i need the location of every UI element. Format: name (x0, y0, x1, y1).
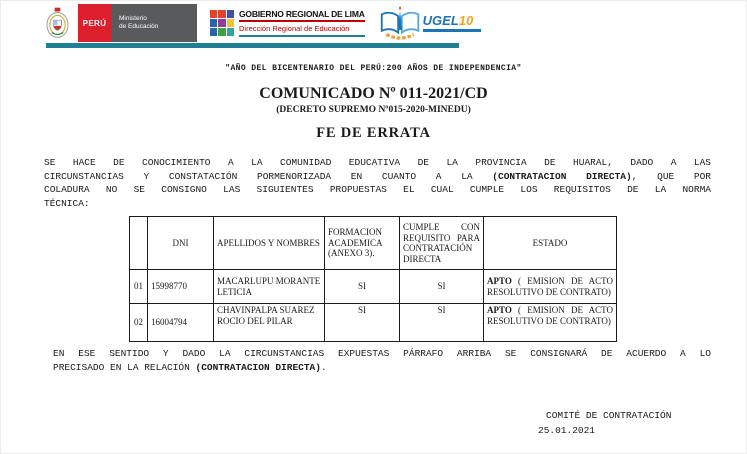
ugel-word: UGEL (422, 13, 459, 28)
row2-formacion: SI (325, 304, 400, 342)
contratacion-directa-bold: (CONTRATACION DIRECTA) (195, 361, 321, 373)
table-header-formacion: FORMACION ACADEMICA (ANEXO 3). (325, 217, 400, 270)
paragraph2-line2: PRECISADO EN LA RELACIÓN (CONTRATACION DIRECTA). (53, 361, 327, 373)
row2-cumple: SI (400, 304, 484, 342)
table-header-dni: DNI (148, 217, 214, 270)
applicants-table (129, 216, 617, 342)
body-paragraph-1 (44, 156, 711, 210)
grl-title: GOBIERNO REGIONAL DE LIMA (239, 9, 365, 19)
comunicado-title: COMUNICADO Nº 011-2021/CD (259, 85, 488, 102)
regional-government-wordmark (239, 9, 365, 37)
table-header-row (130, 217, 617, 270)
table-header-cumple: CUMPLE CON REQUISITO PARA CONTRATACIÓN DIRECTA (400, 217, 484, 270)
header-divider-bar (46, 43, 459, 48)
ugel-wordmark (423, 14, 481, 32)
ugel-book-icon (379, 5, 421, 42)
row2-nombres: CHAVINPALPA SUAREZ ROCIO DEL PILAR (214, 304, 325, 342)
committee-signature: COMITÉ DE CONTRATACIÓN (546, 410, 672, 421)
grl-subtitle: Dirección Regional de Educación (239, 24, 350, 33)
ministry-line2: de Educación (119, 23, 159, 30)
fe-de-errata-heading: FE DE ERRATA (316, 125, 431, 141)
row2-estado: APTO ( EMISION DE ACTO RESOLUTIVO DE CONTRATO) (484, 304, 617, 342)
row2-dni: 16004794 (148, 304, 214, 342)
signature-block (538, 408, 671, 438)
table-row (130, 270, 617, 304)
peru-label: PERÚ (78, 4, 111, 42)
row2-number: 02 (130, 304, 148, 342)
ministry-of-education-label (111, 4, 197, 42)
contratacion-directa-bold: (CONTRATACION DIRECTA) (492, 170, 632, 182)
regional-government-mosaic-icon (210, 10, 234, 37)
bicentennial-motto: "AÑO DEL BICENTENARIO DEL PERÚ:200 AÑOS DE INDEPENDENCIA" (225, 64, 522, 73)
table-header-nombres: APELLIDOS Y NOMBRES (214, 217, 325, 270)
row1-estado: APTO ( EMISION DE ACTO RESOLUTIVO DE CONTRATO) (484, 270, 617, 304)
row1-nombres: MACARLUPU MORANTE LETICIA (214, 270, 325, 304)
ugel-subtitle-bar (423, 29, 481, 32)
row1-formacion: SI (325, 270, 400, 304)
paragraph1-line1: SE HACE DE CONOCIMIENTO A LA COMUNIDAD EDUCATIVA DE LA PROVINCIA DE HUARAL, DADO A LAS (44, 157, 711, 168)
grl-red-rule (239, 20, 365, 22)
paragraph1-line2: CIRCUNSTANCIAS Y CONSTATACIÓN PORMENORIZADA EN CUANTO A LA (CONTRATACION DIRECTA), QUE POR (44, 170, 712, 182)
grl-teal-rule (239, 35, 365, 37)
ugel-logo (379, 5, 481, 42)
decree-subtitle: (DECRETO SUPREMO Nº015-2020-MINEDU) (276, 105, 471, 115)
ugel-number: 10 (458, 13, 474, 28)
signature-date: 25.01.2021 (538, 425, 596, 436)
table-header-estado: ESTADO (484, 217, 617, 270)
body-paragraph-2 (53, 347, 711, 374)
table-row (130, 304, 617, 342)
paragraph1-line4: TÉCNICA: (44, 197, 90, 209)
peru-coat-of-arms-icon (46, 6, 69, 40)
row1-number: 01 (130, 270, 148, 304)
header-logos (46, 4, 481, 42)
paragraph1-line3: COLADURA NO SE CONSIGNO LAS SIGUIENTES PROPUESTAS EL CUAL CUMPLE LOS REQUISITOS DE LA NORMA (44, 184, 711, 195)
row1-dni: 15998770 (148, 270, 214, 304)
table-header-num (130, 217, 148, 270)
row1-cumple: SI (400, 270, 484, 304)
paragraph2-line1: EN ESE SENTIDO Y DADO LA CIRCUNSTANCIAS EXPUESTAS PÁRRAFO ARRIBA SE CONSIGNARÁ DE ACUERDO A LO (53, 348, 711, 359)
ministry-line1: Ministerio (119, 15, 147, 22)
